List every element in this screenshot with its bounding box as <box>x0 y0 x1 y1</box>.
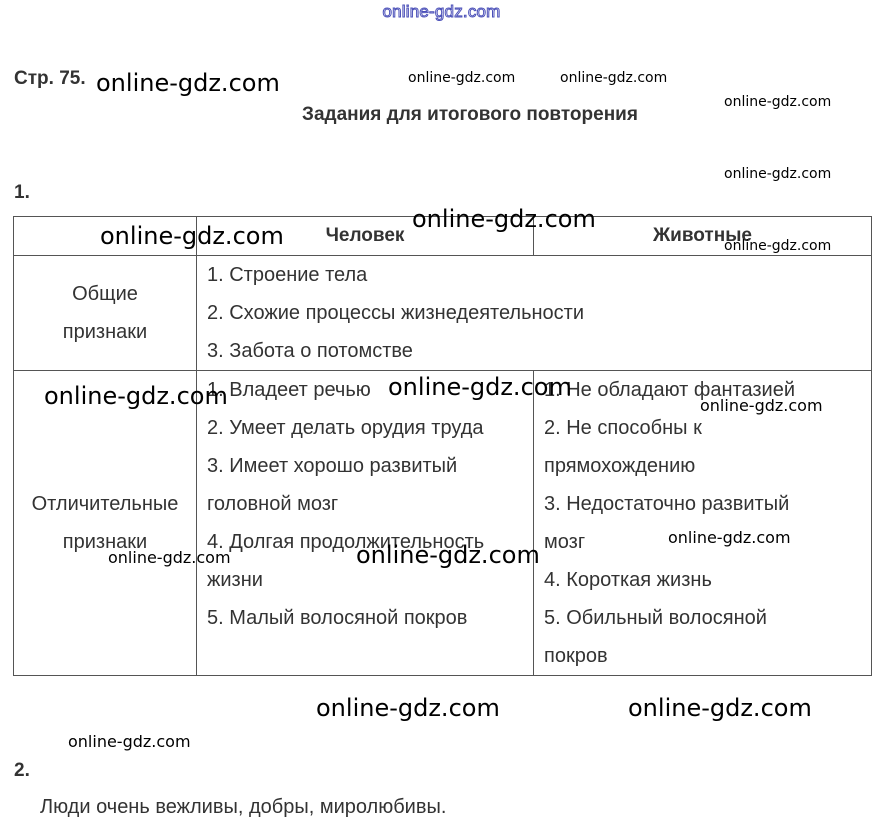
task-2-number: 2. <box>14 760 30 781</box>
list-item: 2. Схожие процессы жизнедеятельности <box>207 302 585 324</box>
list-item: 1. Строение тела <box>207 264 368 286</box>
human-distinct-cell <box>197 371 534 676</box>
watermark: online-gdz.com <box>96 69 280 97</box>
row-label-line: Общие <box>72 283 138 305</box>
page-title: Задания для итогового повторения <box>302 104 638 125</box>
watermark: online-gdz.com <box>700 396 823 415</box>
row-label-line: признаки <box>62 531 148 553</box>
watermark: online-gdz.com <box>560 70 668 86</box>
row-label-distinct <box>14 371 197 676</box>
header-human: Человек <box>197 217 534 256</box>
list-item: 5. Малый волосяной покров <box>207 607 468 629</box>
list-item: 3. Забота о потомстве <box>207 340 413 362</box>
table-row-common <box>14 256 872 371</box>
row-label-line: Отличительные <box>31 493 179 515</box>
watermark: online-gdz.com <box>724 166 832 182</box>
list-item: 1. Владеет речью <box>207 379 371 401</box>
list-item: жизни <box>207 569 263 591</box>
table-row-distinct <box>14 371 872 676</box>
row-label-common <box>14 256 197 371</box>
header-animals: Животные <box>534 217 872 256</box>
list-item: 1. Не обладают фантазией <box>544 379 795 401</box>
watermark: online-gdz.com <box>388 373 572 401</box>
list-item: 2. Умеет делать орудия труда <box>207 417 484 439</box>
list-item: 3. Недостаточно развитый <box>544 493 790 515</box>
watermark: online-gdz.com <box>724 238 832 254</box>
watermark: online-gdz.com <box>408 70 516 86</box>
list-item: 3. Имеет хорошо развитый <box>207 455 458 477</box>
watermark: online-gdz.com <box>724 94 832 110</box>
row-label-line: признаки <box>62 321 148 343</box>
list-item: головной мозг <box>207 493 339 515</box>
watermark-top: online-gdz.com <box>382 2 501 21</box>
comparison-table <box>13 216 872 676</box>
animal-distinct-cell <box>534 371 872 676</box>
watermark: online-gdz.com <box>108 548 231 567</box>
watermark: online-gdz.com <box>68 732 191 751</box>
watermark: online-gdz.com <box>44 382 228 410</box>
list-item: 5. Обильный волосяной <box>544 607 767 629</box>
page-reference: Стр. 75. <box>14 68 86 89</box>
list-item: 4. Долгая продолжительность <box>207 531 485 553</box>
watermark: online-gdz.com <box>356 541 540 569</box>
list-item: 2. Не способны к <box>544 417 702 439</box>
list-item: мозг <box>544 531 586 553</box>
list-item: прямохождению <box>544 455 696 477</box>
task-1-number: 1. <box>14 182 30 203</box>
list-item: 4. Короткая жизнь <box>544 569 712 591</box>
watermark: online-gdz.com <box>628 694 812 722</box>
watermark: online-gdz.com <box>668 528 791 547</box>
common-features-cell <box>197 256 872 371</box>
task-2-answer: Люди очень вежливы, добры, миролюбивы. <box>40 796 447 818</box>
watermark: online-gdz.com <box>316 694 500 722</box>
watermark: online-gdz.com <box>412 205 596 233</box>
list-item: покров <box>544 645 608 667</box>
watermark: online-gdz.com <box>100 222 284 250</box>
